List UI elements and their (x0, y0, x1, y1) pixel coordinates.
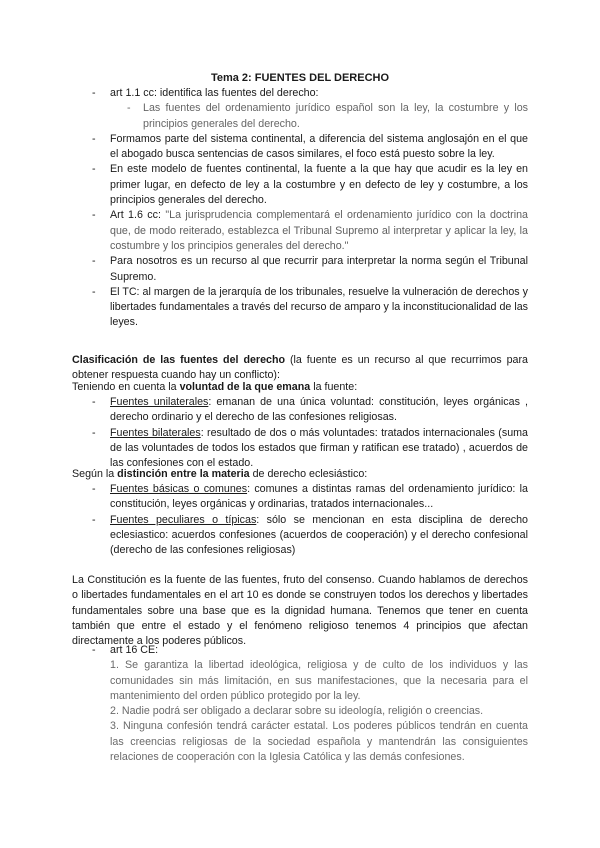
list-item: - El TC: al margen de la jerarquía de los tribunales, resuelve la vulneración de derechos y libertades fundamentales a través del recurso de amparo y la inconstitucionalidad de las leyes. (72, 285, 528, 331)
list-item: - Fuentes peculiares o típicas: sólo se mencionan en esta disciplina de derecho eclesiastico: acuerdos confesiones (acuerdos de cooperación) y el derecho confesional (derecho de las confesiones religiosas) (72, 513, 528, 559)
sub-list-item: - Las fuentes del ordenamiento jurídico español son la ley, la costumbre y los principios generales del derecho. (110, 101, 528, 132)
list-item: - art 1.1 cc: identifica las fuentes del derecho: - Las fuentes del ordenamiento jurídico español son la ley, la costumbre y los principios generales del derecho. (72, 86, 528, 132)
materia-intro: Según la distinción entre la materia de derecho eclesiástico: (72, 468, 368, 480)
term: Fuentes básicas o comunes (110, 483, 248, 495)
list-item: - Para nosotros es un recurso al que recurrir para interpretar la norma según el Tribunal Supremo. (72, 254, 528, 285)
art16-point: 3. Ninguna confesión tendrá carácter estatal. Los poderes públicos tendrán en cuenta las creencias religiosas de la sociedad española y mantendrán las consiguientes relaciones de cooperación con la Iglesia Católica y las demás confesiones. (110, 720, 528, 764)
sub-list (110, 101, 528, 132)
clasificacion-heading: Clasificación de las fuentes del derecho (la fuente es un recurso al que recurrimos para obtener respuesta cuando hay un conflicto): (72, 354, 528, 382)
list-item: - Fuentes bilaterales: resultado de dos o más voluntades: tratados internacionales (suma de las voluntades de todos los estados que firman y ratifican ese tratado) , acuerdos de las confesiones con el estado. (72, 426, 528, 472)
quote-text: "La jurisprudencia complementará el ordenamiento jurídico con la doctrina que, de modo reiterado, establezca el Tribunal Supremo al interpretar y aplicar la ley, la costumbre y los principios generales del derecho." (110, 209, 528, 252)
art16-list (72, 643, 528, 765)
fuentes-list (72, 86, 528, 331)
term: Fuentes peculiares o típicas (110, 513, 257, 526)
list-item: - Fuentes unilaterales: emanan de una única voluntad: constitución, leyes orgánicas , derecho ordinario y el derecho de las confesiones religiosas. (72, 395, 528, 426)
term: Fuentes unilaterales (110, 396, 209, 408)
term: Fuentes bilaterales (110, 426, 201, 439)
art16-point: 1. Se garantiza la libertad ideológica, religiosa y de culto de los individuos y las comunidades sin más limitación, en sus manifestaciones, que la necesaria para el mantenimiento del orden público protegido por la ley. (110, 659, 528, 702)
list-item: - Art 1.6 cc: "La jurisprudencia complementará el ordenamiento jurídico con la doctrina que, de modo reiterado, establezca el Tribunal Supremo al interpretar y aplicar la ley, la costumbre y los principios generales del derecho." (72, 208, 528, 254)
art16-point: 2. Nadie podrá ser obligado a declarar sobre su ideología, religión o creencias. (110, 705, 484, 718)
voluntad-intro: Teniendo en cuenta la voluntad de la que emana la fuente: (72, 381, 358, 393)
list-item: - art 16 CE: 1. Se garantiza la libertad ideológica, religiosa y de culto de los individuos y las comunidades sin más limitación, en sus manifestaciones, que la necesaria para el mantenimiento del orden público protegido por la ley. 2. Nadie podrá ser obligado a declarar sobre su ideología, religión o creencias. 3. Ninguna confesión tendrá carácter estatal. Los poderes públicos tendrán en cuenta las creencias religiosas de la sociedad española y mantendrán las consiguientes relaciones de cooperación con la Iglesia Católica y las demás confesiones. (72, 643, 528, 765)
page-title: Tema 2: FUENTES DEL DERECHO (210, 72, 390, 84)
list-item: - En este modelo de fuentes continental, la fuente a la que hay que acudir es la ley en primer lugar, en defecto de ley a la costumbre y en defecto de ley y costumbre, a los principios generales del derecho. (72, 162, 528, 208)
constitucion-paragraph: La Constitución es la fuente de las fuentes, fruto del consenso. Cuando hablamos de derechos o libertades fundamentales en el art 10 es donde se construyen todos los derechos y libertades fundamentales sobre una base que es la dignidad humana. Tenemos que tener en cuenta también que entre el estado y el fenómeno religioso tenemos 4 principios que afectan directamente a los poderes públicos. (72, 574, 528, 648)
materia-list (72, 482, 528, 558)
list-item: - Formamos parte del sistema continental, a diferencia del sistema anglosajón en el que el abogado busca sentencias de casos similares, el foco está puesto sobre la ley. (72, 132, 528, 163)
list-item: - Fuentes básicas o comunes: comunes a distintas ramas del ordenamiento jurídico: la constitución, leyes orgánicas y ordinarias, tratados internacionales... (72, 482, 528, 513)
voluntad-list (72, 395, 528, 471)
